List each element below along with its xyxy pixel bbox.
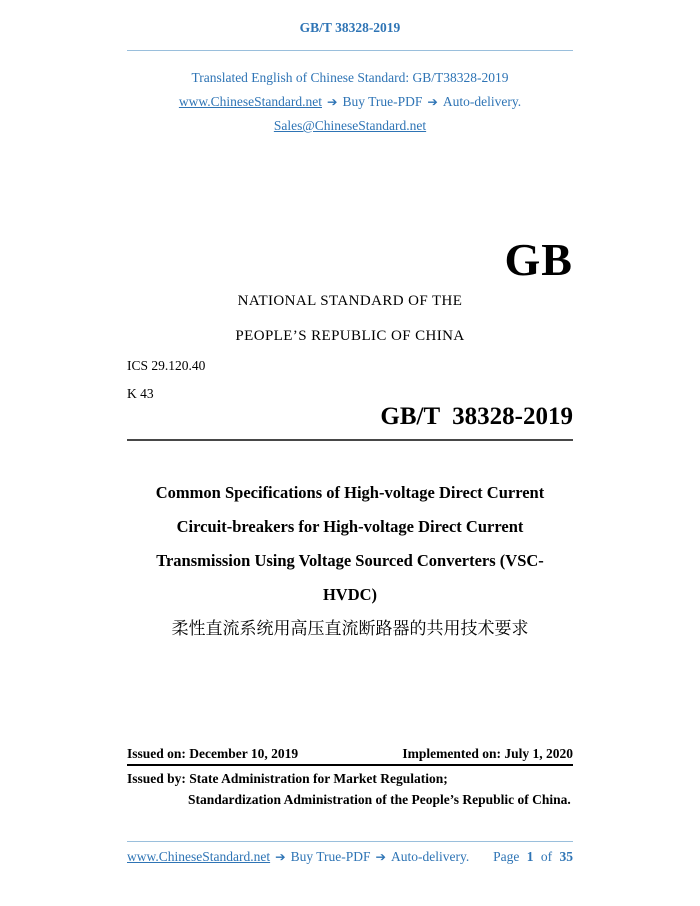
- authority-line-2: PEOPLE’S REPUBLIC OF CHINA: [235, 328, 465, 344]
- implemented-on-label: Implemented on:: [402, 746, 501, 761]
- standard-number: GB/T 38328-2019: [380, 403, 573, 430]
- arrow-right-icon: ➔: [275, 849, 286, 864]
- issued-on-label: Issued on:: [127, 746, 186, 761]
- arrow-right-icon: ➔: [327, 94, 338, 109]
- standard-number-rule: [127, 439, 573, 441]
- site-link[interactable]: www.ChineseStandard.net: [178, 94, 322, 109]
- sales-email-link[interactable]: Sales@ChineseStandard.net: [273, 118, 427, 133]
- issued-by-line-1: [127, 771, 448, 787]
- class-code: K 43: [127, 386, 154, 401]
- implemented-on-date: July 1, 2020: [504, 746, 573, 761]
- arrow-right-icon: ➔: [375, 849, 386, 864]
- chinese-title: 柔性直流系统用高压直流断路器的共用技术要求: [171, 619, 529, 639]
- auto-delivery-label: Auto-delivery.: [390, 849, 470, 864]
- page-number: 1: [526, 849, 534, 864]
- translated-standard-line: Translated English of Chinese Standard: GB/T38328-2019: [191, 70, 509, 85]
- title-line: Transmission Using Voltage Sourced Converters (VSC-: [156, 551, 544, 570]
- issued-by-label: Issued by:: [127, 771, 186, 786]
- total-pages: 35: [559, 849, 573, 864]
- issuance-rule: [127, 764, 573, 766]
- issued-on: [127, 746, 298, 762]
- gb-logo: GB: [504, 234, 573, 285]
- of-label: of: [540, 849, 553, 864]
- ics-code: ICS 29.120.40: [127, 358, 206, 373]
- title-line: HVDC): [322, 585, 378, 604]
- buy-true-pdf-label: Buy True-PDF: [290, 849, 371, 864]
- header-email-line: [127, 118, 573, 134]
- title-line: Circuit-breakers for High-voltage Direct Current: [176, 517, 524, 536]
- implemented-on: [402, 746, 573, 762]
- english-title: [127, 476, 573, 612]
- issuance-dates-row: [127, 746, 573, 762]
- site-link[interactable]: www.ChineseStandard.net: [127, 849, 271, 864]
- footer-link-line: [127, 849, 469, 865]
- buy-true-pdf-label: Buy True-PDF: [342, 94, 423, 109]
- page-label: Page: [493, 849, 520, 864]
- title-line: Common Specifications of High-voltage Direct Current: [155, 483, 545, 502]
- issued-by-line-2: Standardization Administration of the People’s Republic of China.: [188, 792, 571, 807]
- header-rule: [127, 50, 573, 51]
- arrow-right-icon: ➔: [427, 94, 438, 109]
- footer-row: [127, 849, 573, 865]
- auto-delivery-label: Auto-delivery.: [442, 94, 522, 109]
- authority-line-1: NATIONAL STANDARD OF THE: [237, 293, 463, 309]
- page-indicator: [489, 849, 573, 865]
- running-header-doc-code: GB/T 38328-2019: [299, 20, 401, 35]
- header-link-line: [127, 94, 573, 110]
- issued-by-body-1: State Administration for Market Regulation;: [189, 771, 448, 786]
- issued-on-date: December 10, 2019: [189, 746, 299, 761]
- footer-rule: [127, 841, 573, 842]
